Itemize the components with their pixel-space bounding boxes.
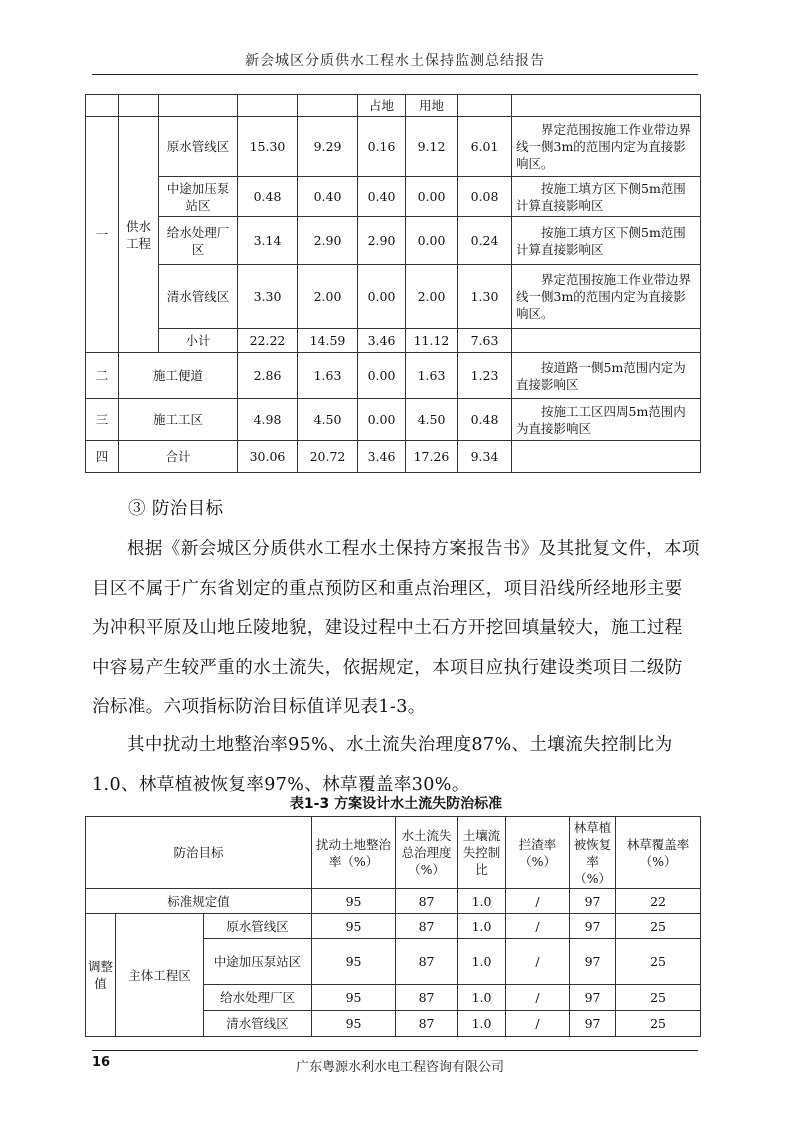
table-row [86,95,701,117]
table-cell: 0.40 [298,177,358,217]
table-cell: 1.0 [458,889,506,914]
table-cell: 2.86 [238,353,298,399]
note-cell: 按施工填方区下侧5m范围计算直接影响区 [512,217,701,265]
table-cell: 1.0 [458,985,506,1011]
table-cell: / [506,1011,570,1037]
prevention-standard-table [85,816,701,1037]
table-cell: 1.63 [298,353,358,399]
table-cell: 25 [616,939,701,985]
table-row [86,329,701,353]
note-cell [512,329,701,353]
table-cell: 0.48 [458,399,512,441]
group-index: 一 [86,117,119,353]
table-cell: 87 [396,889,458,914]
table-header-cell: 扰动土地整治率（%） [312,817,396,889]
table-cell: 25 [616,985,701,1011]
table-row [86,217,701,265]
table-cell: 4.50 [406,399,458,441]
table-cell: 30.06 [238,441,298,473]
total-label: 合计 [119,441,238,473]
table-cell: 3.30 [238,265,298,329]
table-cell: 2.90 [358,217,406,265]
table-header-cell: 防治目标 [86,817,312,889]
table-header-cell: 水土流失总治理度（%） [396,817,458,889]
page-number: 16 [92,1055,111,1070]
table-cell: 9.29 [298,117,358,177]
table-header-cell: 拦渣率（%） [506,817,570,889]
table-cell: 0.00 [358,399,406,441]
table-cell [86,95,119,117]
table-cell: 97 [570,889,616,914]
table-cell: 20.72 [298,441,358,473]
note-cell: 按施工填方区下侧5m范围计算直接影响区 [512,177,701,217]
row-name: 中途加压泵站区 [204,939,312,985]
table-header-cell: 土壤流失控制比 [458,817,506,889]
table-cell: 3.46 [358,441,406,473]
table-cell: 9.12 [406,117,458,177]
row-name: 清水管线区 [204,1011,312,1037]
footer-company: 广东粤源水利水电工程咨询有限公司 [295,1060,504,1075]
table-row [86,117,701,177]
table-cell: 3.46 [358,329,406,353]
table-cell: 1.30 [458,265,512,329]
section-heading: ③ 防治目标 [128,499,224,519]
table-header-row [86,817,701,889]
table-cell: 0.48 [238,177,298,217]
row-name: 中途加压泵站区 [159,177,238,217]
table-cell [119,95,159,117]
table-cell: 0.00 [358,265,406,329]
table-cell: 1.23 [458,353,512,399]
table-cell: 0.00 [406,217,458,265]
note-cell: 按道路一侧5m范围内定为直接影响区 [512,353,701,399]
table-row [86,889,701,914]
table-cell: 15.30 [238,117,298,177]
table-cell: 87 [396,914,458,939]
subtotal-label: 小计 [159,329,238,353]
table-header-cell: 用地 [406,95,458,117]
table-cell: / [506,889,570,914]
table-cell: 0.40 [358,177,406,217]
header-divider [92,74,698,75]
table-cell [298,95,358,117]
row-name: 施工工区 [119,399,238,441]
note-cell: 界定范围按施工作业带边界线一侧3m的范围内定为直接影响区。 [512,117,701,177]
table-cell: 14.59 [298,329,358,353]
table-row [86,265,701,329]
table-cell: 0.16 [358,117,406,177]
row-index: 二 [86,353,119,399]
adjust-label: 调整值 [86,914,116,1037]
row-name: 施工便道 [119,353,238,399]
table-cell: 0.00 [358,353,406,399]
row-name: 原水管线区 [159,117,238,177]
table-cell: 2.00 [298,265,358,329]
table-header-cell: 占地 [358,95,406,117]
page-header-title: 新会城区分质供水工程水土保持监测总结报告 [245,53,545,69]
table-cell: 7.63 [458,329,512,353]
table-cell [458,95,512,117]
table-cell: / [506,914,570,939]
table-cell: 87 [396,985,458,1011]
table-row [86,441,701,473]
table-cell: 4.98 [238,399,298,441]
table-row [86,177,701,217]
row-index: 四 [86,441,119,473]
row-name: 清水管线区 [159,265,238,329]
table-cell: 97 [570,985,616,1011]
group-name: 供水工程 [119,117,159,353]
table-cell: 0.24 [458,217,512,265]
table-row [86,353,701,399]
footer-divider [92,1050,698,1051]
table-cell: 95 [312,1011,396,1037]
table-cell: 22.22 [238,329,298,353]
table-row [86,914,701,939]
table-row [86,399,701,441]
row-name: 原水管线区 [204,914,312,939]
note-cell: 按施工工区四周5m范围内为直接影响区 [512,399,701,441]
table-cell: 87 [396,1011,458,1037]
row-name: 标准规定值 [86,889,312,914]
note-cell: 界定范围按施工作业带边界线一侧3m的范围内定为直接影响区。 [512,265,701,329]
table-cell [238,95,298,117]
table-cell: 4.50 [298,399,358,441]
table-header-cell: 林草植被恢复率（%） [570,817,616,889]
table-cell: 0.00 [406,177,458,217]
table-cell: 1.0 [458,914,506,939]
table-cell [159,95,238,117]
table-cell: 97 [570,914,616,939]
table-cell: 11.12 [406,329,458,353]
table-cell: 0.08 [458,177,512,217]
table-cell: / [506,985,570,1011]
table-cell: / [506,939,570,985]
table-cell: 95 [312,939,396,985]
table-cell: 97 [570,1011,616,1037]
table-cell: 1.0 [458,1011,506,1037]
table-cell: 25 [616,914,701,939]
table-caption: 表1-3 方案设计水土流失防治标准 [289,796,503,812]
body-paragraph: 其中扰动土地整治率95%、水土流失治理度87%、土壤流失控制比为1.0、林草植被恢复率97%、林草覆盖率30%。 [92,735,673,795]
table-cell: 2.90 [298,217,358,265]
body-paragraph: 根据《新会城区分质供水工程水土保持方案报告书》及其批复文件，本项目区不属于广东省划定的重点预防区和重点治理区，项目沿线所经地形主要为冲积平原及山地丘陵地貌，建设过程中土石方开挖回填量较大，施工过程中容易产生较严重的水土流失，依据规定，本项目应执行建设类项目二级防治标准。六项指标防治目标值详见表1-3。 [92,539,700,717]
row-index: 三 [86,399,119,441]
table-cell: 17.26 [406,441,458,473]
table-header-cell: 林草覆盖率（%） [616,817,701,889]
row-name: 给水处理厂区 [159,217,238,265]
table-cell: 95 [312,914,396,939]
impact-area-table [85,94,701,473]
table-cell: 3.14 [238,217,298,265]
table-cell [512,95,701,117]
table-cell: 9.34 [458,441,512,473]
note-cell [512,441,701,473]
table-cell: 95 [312,889,396,914]
table-cell: 1.63 [406,353,458,399]
table-cell: 87 [396,939,458,985]
table-cell: 1.0 [458,939,506,985]
table-cell: 22 [616,889,701,914]
table-cell: 95 [312,985,396,1011]
table-cell: 6.01 [458,117,512,177]
main-area-label: 主体工程区 [116,914,204,1037]
table-cell: 97 [570,939,616,985]
row-name: 给水处理厂区 [204,985,312,1011]
table-cell: 25 [616,1011,701,1037]
table-cell: 2.00 [406,265,458,329]
